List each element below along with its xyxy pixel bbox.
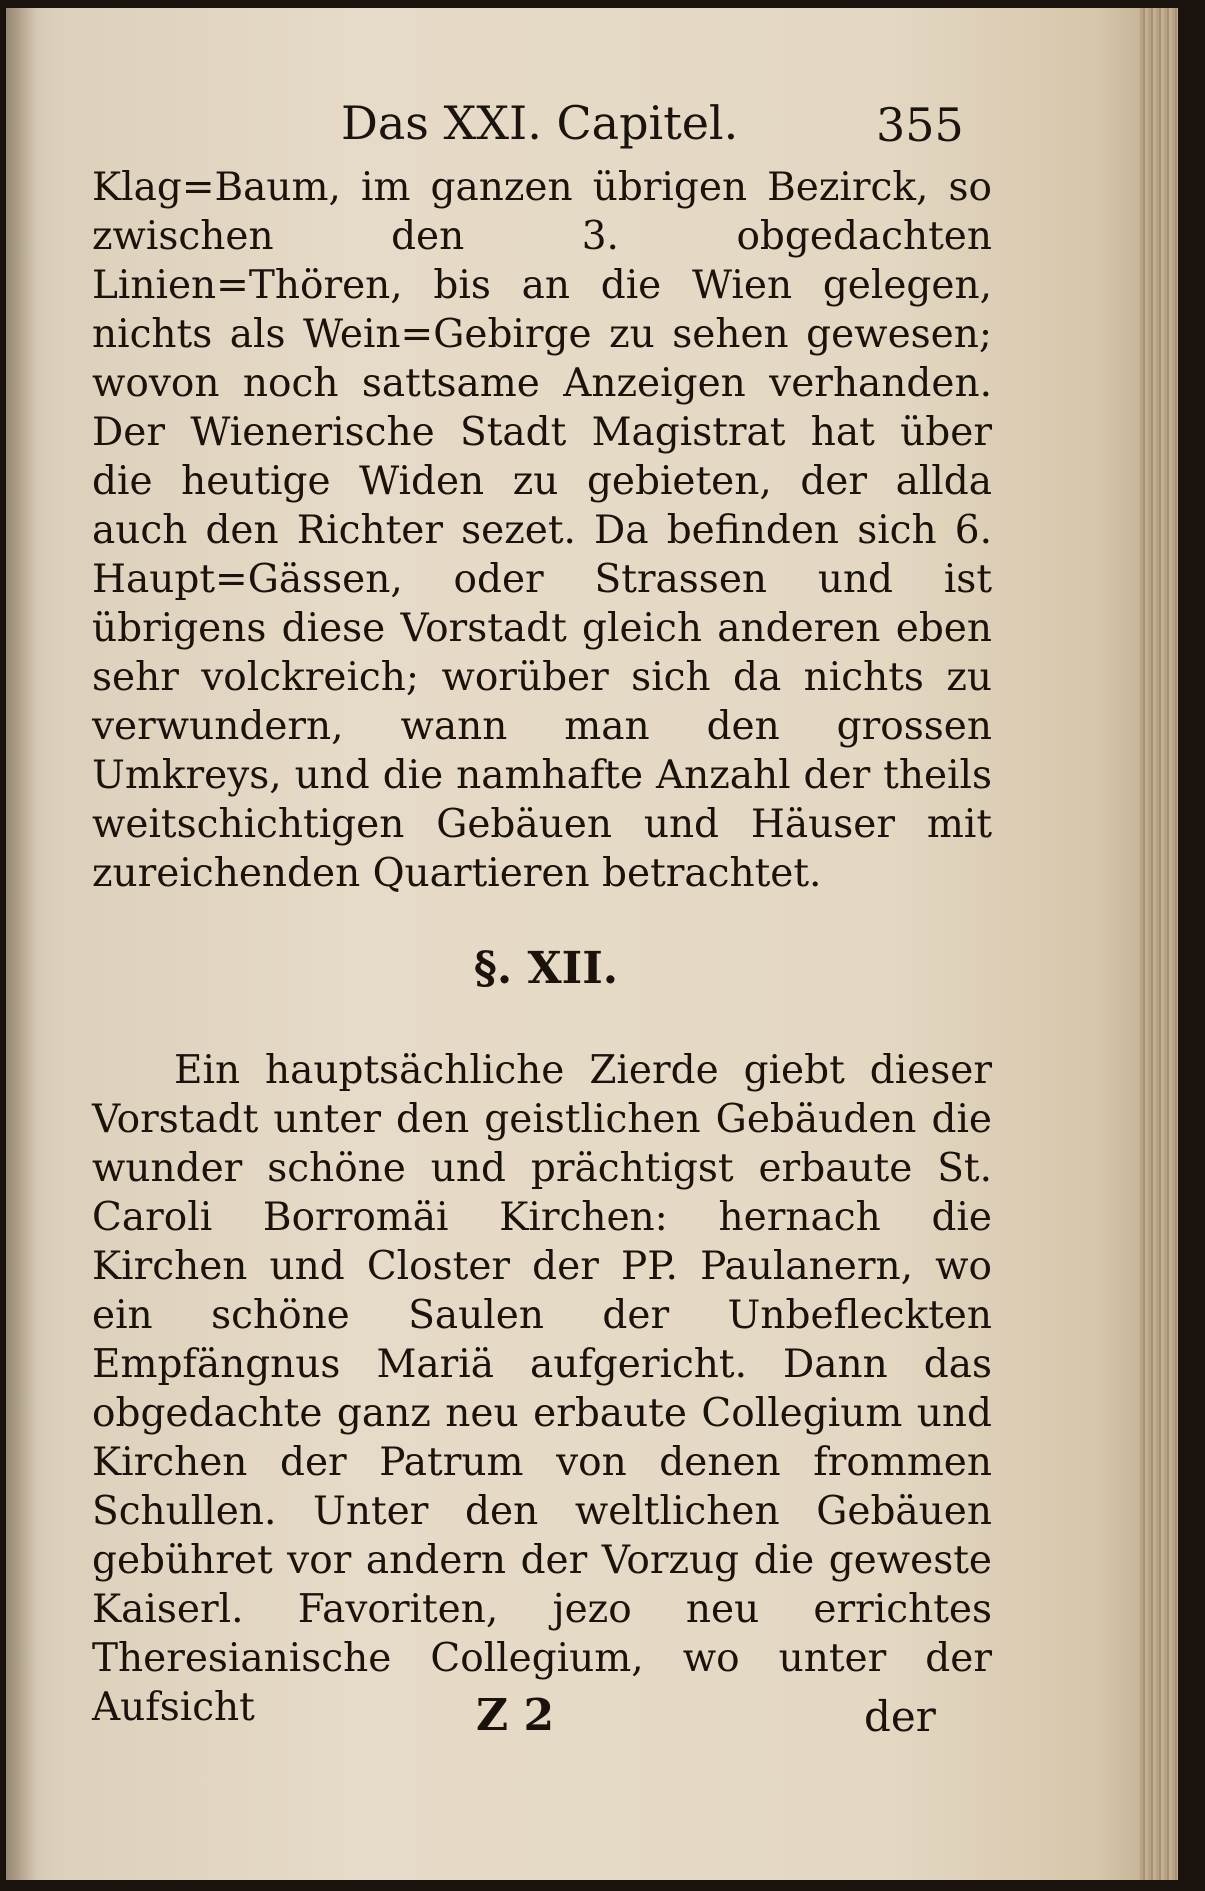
paragraph-2: Ein hauptsächliche Zierde giebt dieser Vorstadt unter den geistlichen Gebäuden die wunder schöne und prächtigst erbaute St. Caroli Borromäi Kirchen: hernach die Kirchen und Closter der PP. Paulanern, wo ein schöne Saulen der Unbefleckten Empfängnus Mariä aufgericht. Dann das obgedachte ganz neu erbaute Collegium und Kirchen der Patrum von denen frommen Schullen. Unter den weltlichen Gebäuen gebühret vor andern der Vorzug die geweste Kaiserl. Favoriten, jezo neu errichtes Theresianische Collegium, wo unter der Aufsicht — [92, 1048, 992, 1730]
page-edge — [1140, 8, 1178, 1880]
catchword: der — [864, 1692, 936, 1741]
running-title: Das XXI. Capitel. — [341, 96, 739, 150]
page-number: 355 — [876, 98, 964, 152]
book-page — [6, 8, 1178, 1880]
page-header — [86, 96, 986, 156]
section-heading: §. XII. — [473, 943, 619, 994]
page-footer — [86, 1690, 986, 1750]
paragraph-1: Klag=Baum, im ganzen übrigen Bezirck, so zwischen den 3. obgedachten Linien=Thören, bis an die Wien gelegen, nichts als Wein=Gebirge zu sehen gewesen; wovon noch sattsame Anzeigen verhanden. Der Wienerische Stadt Magistrat hat über die heutige Widen zu gebieten, der allda auch den Richter sezet. Da befinden sich 6. Haupt=Gässen, oder Strassen und ist übrigens diese Vorstadt gleich anderen eben sehr volckreich; worüber sich da nichts zu verwundern, wann man den grossen Umkreys, und die namhafte Anzahl der theils weitschichtigen Gebäuen und Häuser mit zureichenden Quartieren betrachtet. — [92, 165, 992, 896]
signature-mark: Z 2 — [476, 1690, 555, 1741]
